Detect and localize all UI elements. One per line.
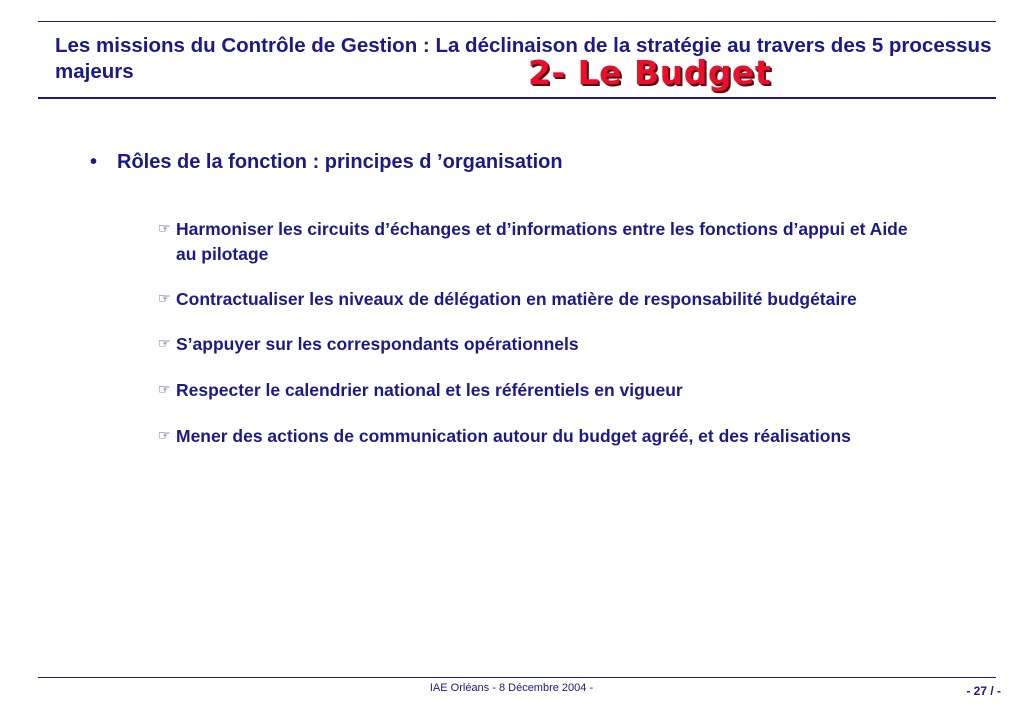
top-rule [38, 21, 996, 22]
pointing-hand-icon: ☞ [158, 291, 171, 307]
bullet-dot: • [90, 151, 98, 173]
header-rule [38, 97, 996, 99]
page-number: - 27 / - [966, 684, 1001, 698]
section-banner: 2- Le Budget [528, 53, 772, 92]
list-item-text: S’appuyer sur les correspondants opérationnels [176, 334, 579, 354]
sub-bullet-list [158, 217, 918, 469]
pointing-hand-icon: ☞ [158, 382, 171, 398]
list-item-text: Respecter le calendrier national et les référentiels en vigueur [176, 380, 683, 400]
list-item [158, 217, 918, 267]
list-item-text: Harmoniser les circuits d’échanges et d’informations entre les fonctions d’appui et Aide au pilotage [176, 219, 908, 264]
footer-text: IAE Orléans - 8 Décembre 2004 - [429, 682, 594, 694]
list-item [158, 424, 918, 449]
list-item [158, 378, 918, 403]
main-bullet-text: Rôles de la fonction : principes d ’organisation [117, 151, 563, 173]
pointing-hand-icon: ☞ [158, 221, 171, 237]
pointing-hand-icon: ☞ [158, 428, 171, 444]
list-item [158, 287, 918, 312]
list-item-text: Mener des actions de communication autour du budget agréé, et des réalisations [176, 426, 851, 446]
footer-rule [38, 677, 996, 678]
list-item [158, 332, 918, 357]
slide-title: Les missions du Contrôle de Gestion : La déclinaison de la stratégie au travers des 5 processus majeurs [55, 34, 992, 83]
pointing-hand-icon: ☞ [158, 336, 171, 352]
list-item-text: Contractualiser les niveaux de délégation en matière de responsabilité budgétaire [176, 289, 857, 309]
main-bullet [90, 148, 563, 176]
